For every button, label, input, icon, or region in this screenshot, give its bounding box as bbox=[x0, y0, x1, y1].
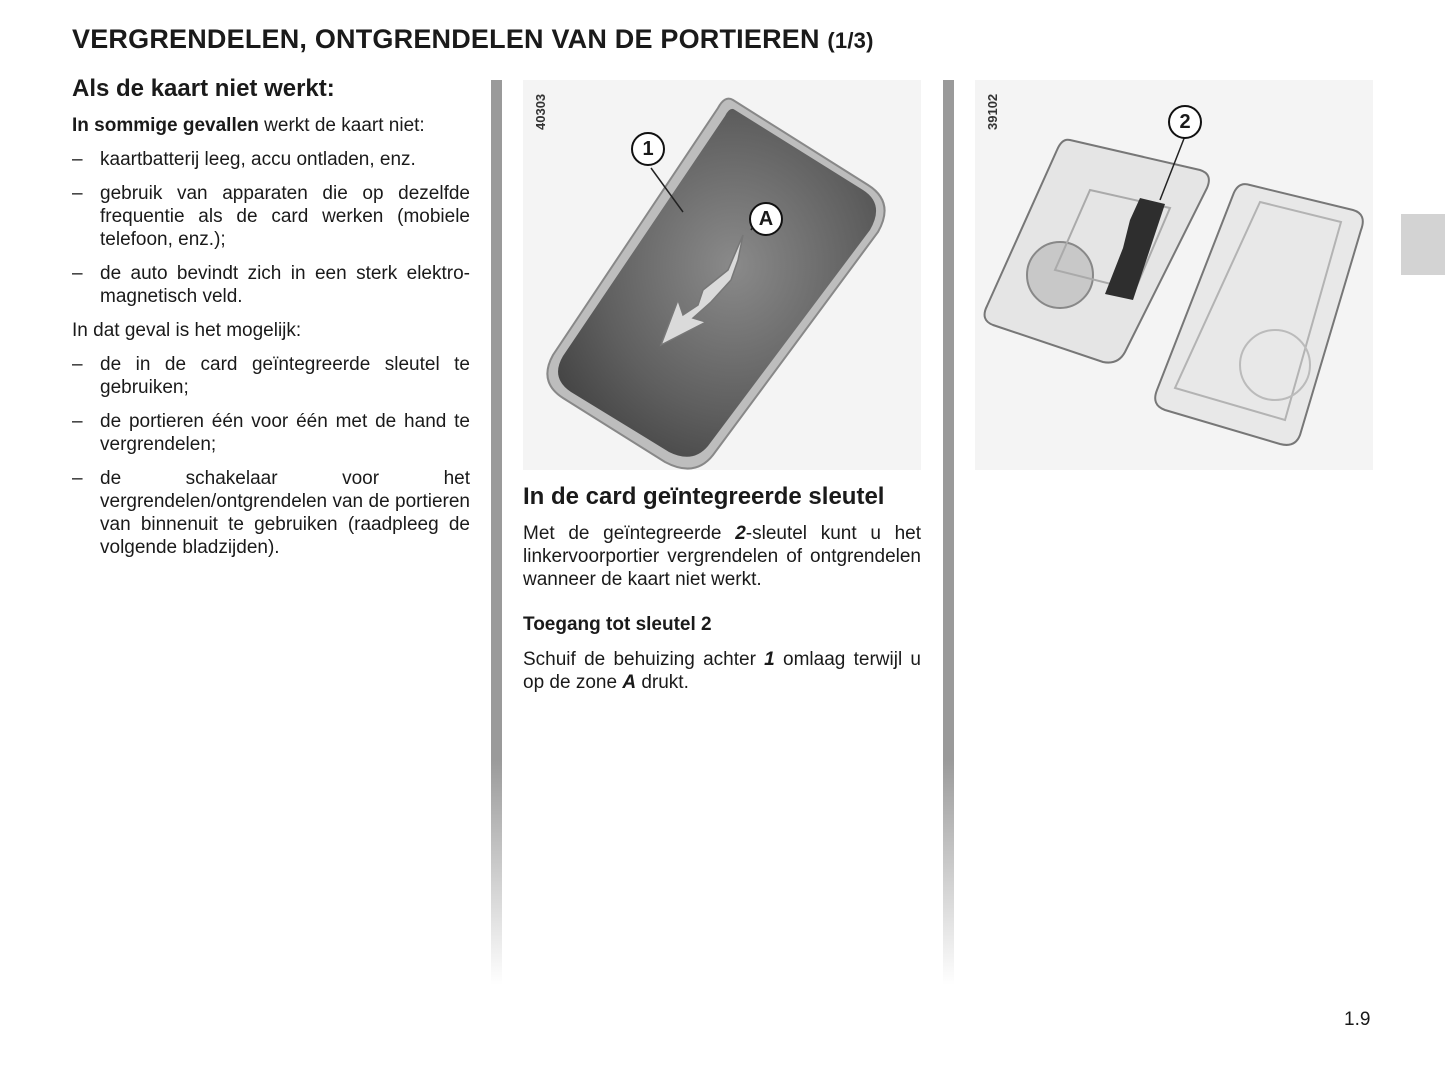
dash-bullet: – bbox=[72, 183, 83, 204]
figure-code: 40303 bbox=[533, 93, 548, 130]
left-column bbox=[72, 74, 470, 570]
intro-bold: In sommige gevallen bbox=[72, 115, 259, 136]
figure-card-open bbox=[975, 80, 1373, 470]
text-segment: Met de geïntegreerde bbox=[523, 523, 736, 544]
list-item-text: de portieren één voor één met de hand te vergrendelen; bbox=[100, 411, 470, 455]
list-item-text: de schakelaar voor het vergrendelen/ontgrendelen van de portieren van binnenuit te gebruiken (raadpleeg de volgende bladzijden). bbox=[100, 468, 470, 558]
list-item-text: kaartbatterij leeg, accu ontladen, enz. bbox=[100, 149, 416, 170]
list-item bbox=[72, 262, 470, 308]
page-title bbox=[72, 24, 874, 55]
text-segment: drukt. bbox=[636, 672, 689, 693]
list-item bbox=[72, 467, 470, 559]
column-divider bbox=[491, 80, 502, 985]
options-list bbox=[72, 353, 470, 559]
list-item-text: de auto bevindt zich in een sterk elektro-magnetisch veld. bbox=[100, 263, 470, 307]
ref-card-1: 1 bbox=[764, 649, 775, 670]
access-key-paragraph bbox=[523, 648, 921, 694]
integrated-key-paragraph bbox=[523, 522, 921, 591]
intro-rest: werkt de kaart niet: bbox=[258, 115, 425, 136]
section-heading-card-not-working: Als de kaart niet werkt: bbox=[72, 75, 335, 102]
dash-bullet: – bbox=[72, 411, 83, 432]
figure-card-front bbox=[523, 80, 921, 470]
causes-list bbox=[72, 148, 470, 308]
list-item bbox=[72, 182, 470, 251]
list-item-text: de in de card geïntegreerde sleutel te gebruiken; bbox=[100, 354, 470, 398]
card-base-icon bbox=[985, 140, 1209, 363]
subheading-access-key: Toegang tot sleutel 2 bbox=[523, 614, 712, 635]
callout-key: 2 bbox=[1168, 105, 1202, 139]
list-item-text: gebruik van apparaten die op dezelfde frequentie als de card werken (mobiele telefoon, enz.); bbox=[100, 183, 470, 250]
callout-card: 1 bbox=[631, 132, 665, 166]
intro-paragraph bbox=[72, 114, 470, 137]
ref-key-2: 2 bbox=[735, 523, 746, 544]
figure-code: 39102 bbox=[985, 93, 1000, 130]
dash-bullet: – bbox=[72, 149, 83, 170]
open-card-illustration bbox=[975, 80, 1373, 470]
card-illustration bbox=[523, 80, 921, 470]
text-segment: omlaag terwijl u op de zone bbox=[523, 649, 921, 693]
callout-zone: A bbox=[749, 202, 783, 236]
list-item bbox=[72, 353, 470, 399]
title-text: VERGRENDELEN, ONTGRENDELEN VAN DE PORTIEREN bbox=[72, 24, 820, 54]
list-item bbox=[72, 410, 470, 456]
text-segment: Schuif de behuizing achter bbox=[523, 649, 765, 670]
title-pager: (1/3) bbox=[827, 28, 874, 53]
dash-bullet: – bbox=[72, 354, 83, 375]
list-item bbox=[72, 148, 470, 171]
ref-zone-a: A bbox=[622, 672, 637, 693]
section-tab bbox=[1401, 214, 1445, 275]
text-segment: -sleutel kunt u het linkervoorportier vergrendelen of ontgrendelen wanneer de kaart niet werkt. bbox=[523, 523, 921, 590]
possible-intro: In dat geval is het mogelijk: bbox=[72, 320, 302, 341]
column-divider bbox=[943, 80, 954, 985]
dash-bullet: – bbox=[72, 263, 83, 284]
middle-column bbox=[523, 482, 921, 705]
dash-bullet: – bbox=[72, 468, 83, 489]
section-heading-integrated-key: In de card geïntegreerde sleutel bbox=[523, 483, 885, 510]
page-number: 1.9 bbox=[1344, 1009, 1371, 1030]
